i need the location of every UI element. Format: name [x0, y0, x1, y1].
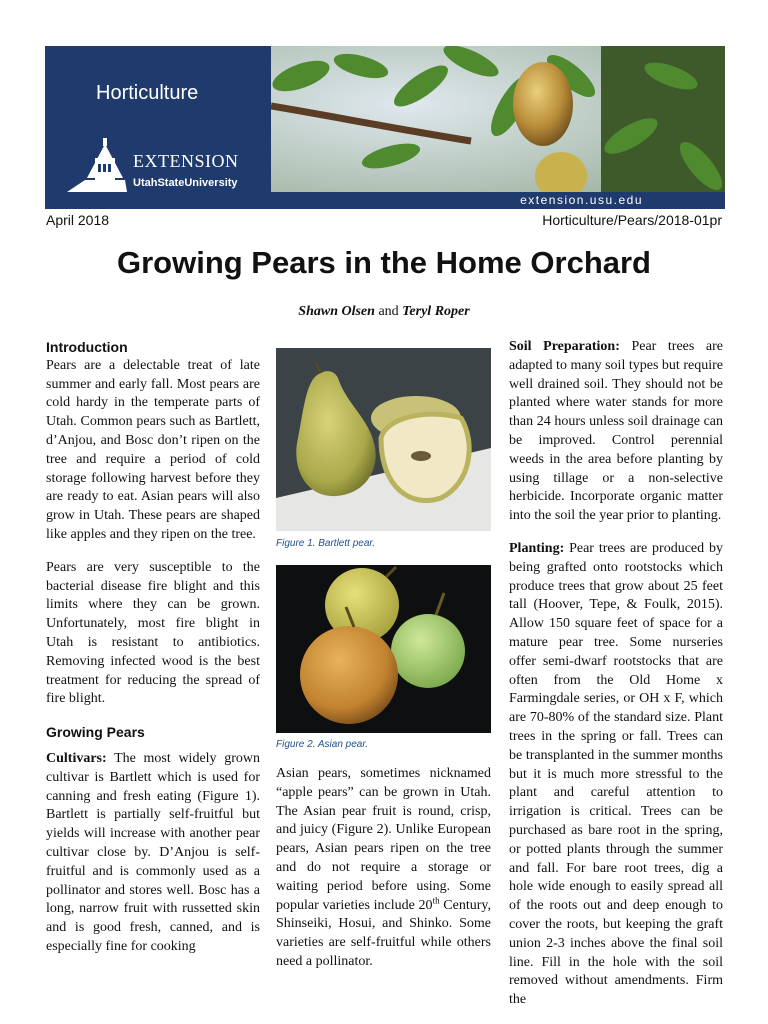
author-joiner: and — [378, 304, 399, 319]
cultivars-paragraph — [46, 750, 260, 957]
column-left — [46, 338, 260, 971]
extension-wordmark: EXTENSION — [133, 151, 239, 171]
soil-text: Pear trees are adapted to many soil types but require well drained soil. They should not be planted where water stands for more than 24 hours unless soil drainage can be improved. Control perennial weeds in the area before planting by using tillage or a non-selective herbicide. Incorporate organic matter into the soil the year prior to planting. — [509, 339, 723, 524]
figure-1-caption: Figure 1. Bartlett pear. — [276, 538, 376, 549]
ordinal-suffix: th — [432, 894, 440, 905]
figure-2-caption: Figure 2. Asian pear. — [276, 739, 369, 750]
asian-text-end: Century, Shinseiki, Hosui, and Shinko. Some varieties are self-fruitful while others need a pollinator. — [276, 897, 491, 969]
asian-text-start: Asian pears, sometimes nicknamed “apple pears” can be grown in Utah. The Asian pear fruit is round, crisp, and juicy (Figure 2). Unlike European pears, Asian pears ripen on the tree and do not require a storage or waiting period before using. Some popular varieties include 20 — [276, 766, 491, 913]
asian-pear-paragraph — [276, 765, 491, 972]
series-code: Horticulture/Pears/2018-01pr — [542, 212, 722, 228]
intro-paragraph-2: Pears are very susceptible to the bacterial disease fire blight and this limits where they can be grown. Unfortunately, most fire blight in Utah is resistant to antibiotics. Removing infected wood is the best treatment for reducing the spread of fire blight. — [46, 559, 260, 707]
bartlett-pear-photo — [276, 348, 491, 531]
author-2: Teryl Roper — [402, 304, 470, 319]
banner-brand-panel — [45, 46, 271, 192]
introduction-heading: Introduction — [46, 339, 128, 355]
soil-label: Soil Preparation: — [509, 339, 620, 354]
soil-preparation-paragraph — [509, 338, 723, 526]
author-1: Shawn Olsen — [298, 304, 375, 319]
column-middle — [276, 765, 491, 986]
department-label: Horticulture — [96, 82, 199, 104]
planting-paragraph — [509, 540, 723, 1010]
website-url[interactable]: extension.usu.edu — [520, 193, 643, 207]
asian-pear-photo — [276, 565, 491, 733]
header-banner — [45, 46, 725, 209]
pear-tree-photo — [271, 46, 725, 192]
publication-date: April 2018 — [46, 212, 110, 228]
growing-pears-heading: Growing Pears — [46, 724, 145, 741]
planting-label: Planting: — [509, 540, 565, 556]
column-right — [509, 338, 723, 1024]
cultivars-label: Cultivars: — [46, 750, 107, 766]
author-line — [0, 304, 768, 320]
document-title: Growing Pears in the Home Orchard — [116, 245, 651, 280]
university-wordmark: UtahStateUniversity — [133, 177, 238, 189]
intro-paragraph-1: Pears are a delectable treat of late summer and early fall. Most pears are cold hardy in the temperate parts of Utah. Common pears such as Bartlett, d’Anjou, and Bosc don’t ripen on the tree and require a period of cold storage following harvest before they are ready to eat. Asian pears will also grow in Utah. These pears are shaped like apples and they ripen on the tree. — [46, 357, 260, 542]
planting-text: Pear trees are produced by being grafted onto rootstocks which produce trees that grow about 25 feet tall (Hoover, Tepe, & Foulk, 2015). Allow 150 square feet of space for a mature pear tree. Some nurseries offer semi-dwarf rootstocks that are often from the Old Home x Farmingdale series, or OH x F, which are 70-80% of the standard size. Plant trees in the spring or fall. Trees can be transplanted in the summer months but it is much more stressful to the plant and careful attention to irrigation is critical. Trees can be purchased as bare root in the spring, or potted plants through the summer and fall. For bare root trees, dig a hole wide enough to easily spread all of the roots out and deep enough to cover the roots, but keeping the graft union 2-3 inches above the final soil line. Fill in the hole with the soil removed without amendments. Firm the — [509, 540, 723, 1008]
cultivars-text: The most widely grown cultivar is Bartlett which is used for canning and fresh eating (Figure 1). Bartlett is partially self-fruitful but yields will increase with another pear cultivar close by. D’Anjou is self-fruitful and is commonly used as a pollinator and stores well. Bosc has a long, narrow fruit with russetted skin and is good fresh, canned, and is especially fine for cooking — [46, 750, 260, 954]
